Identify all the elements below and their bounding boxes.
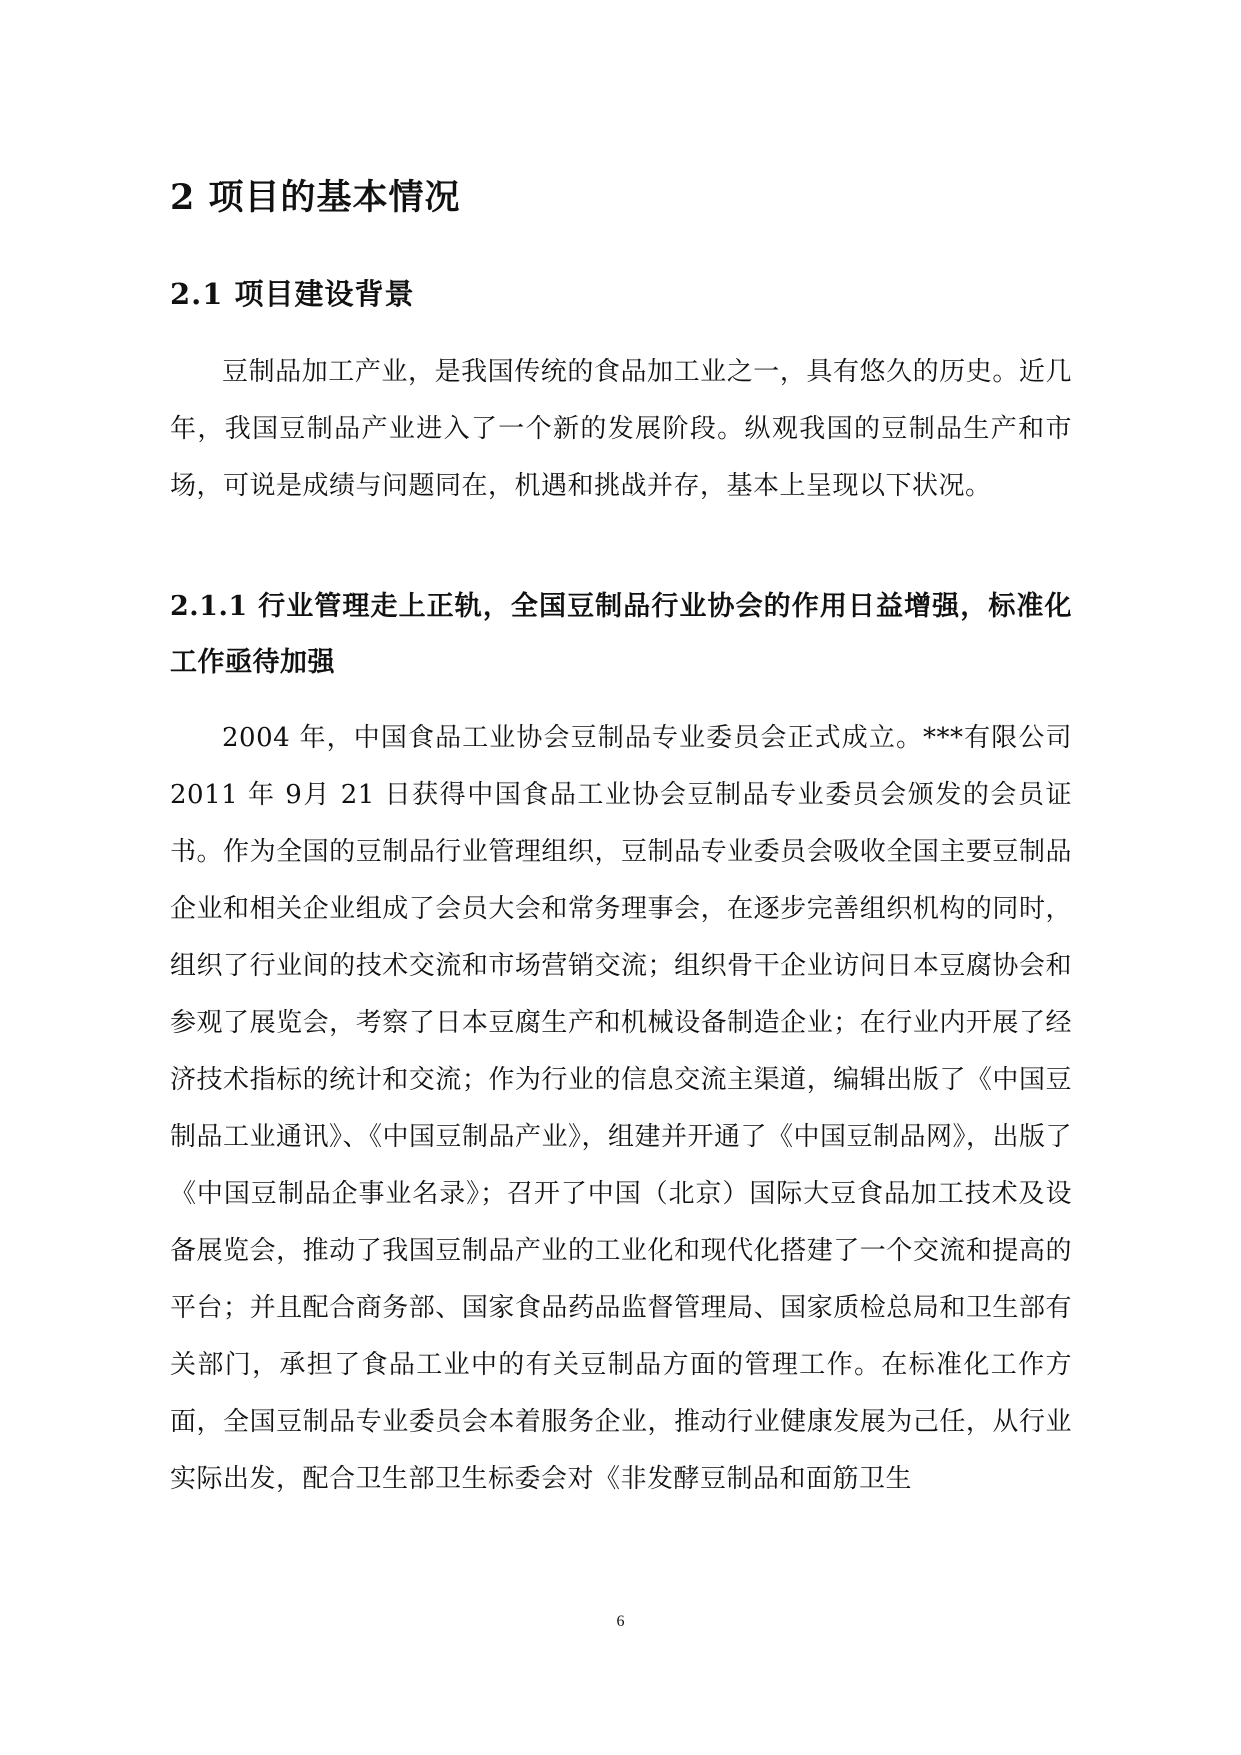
page-number: 6 xyxy=(616,1613,625,1630)
subsection-heading: 2.1.1 行业管理走上正轨，全国豆制品行业协会的作用日益增强，标准化工作亟待加强 xyxy=(170,591,1072,678)
section-heading: 2.1 项目建设背景 xyxy=(170,277,415,311)
paragraph-background-intro: 豆制品加工产业，是我国传统的食品加工业之一，具有悠久的历史。近几年，我国豆制品产业进入了一个新的发展阶段。纵观我国的豆制品生产和市场，可说是成绩与问题同在，机遇和挑战并存，基本上呈现以下状况。 xyxy=(170,357,1072,501)
chapter-heading: 2 项目的基本情况 xyxy=(170,177,461,218)
paragraph-industry-management: 2004 年，中国食品工业协会豆制品专业委员会正式成立。***有限公司 2011 年 9月 21 日获得中国食品工业协会豆制品专业委员会颁发的会员证书。作为全国的豆制品行业管理组织，豆制品专业委员会吸收全国主要豆制品企业和相关企业组成了会员大会和常务理事会，在逐步完善组织机构的同时，组织了行业间的技术交流和市场营销交流；组织骨干企业访问日本豆腐协会和参观了展览会，考察了日本豆腐生产和机械设备制造企业；在行业内开展了经济技术指标的统计和交流；作为行业的信息交流主渠道，编辑出版了《中国豆制品工业通讯》、《中国豆制品产业》，组建并开通了《中国豆制品网》，出版了《中国豆制品企事业名录》；召开了中国（北京）国际大豆食品加工技术及设备展览会，推动了我国豆制品产业的工业化和现代化搭建了一个交流和提高的平台；并且配合商务部、国家食品药品监督管理局、国家质检总局和卫生部有关部门，承担了食品工业中的有关豆制品方面的管理工作。在标准化工作方面，全国豆制品专业委员会本着服务企业，推动行业健康发展为己任，从行业实际出发，配合卫生部卫生标委会对《非发酵豆制品和面筋卫生 xyxy=(170,723,1073,1494)
